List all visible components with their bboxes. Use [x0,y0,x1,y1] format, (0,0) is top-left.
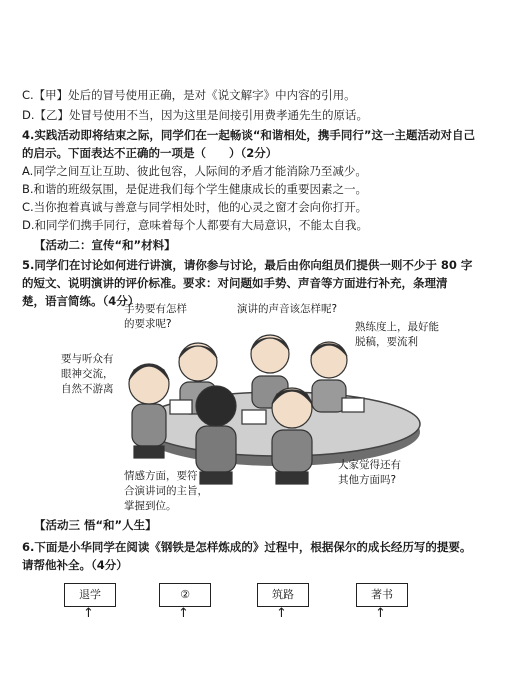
bubble-emotion: 情感方面，要符 合演讲词的主旨， 掌握到位。 [124,470,208,512]
up-arrow-icon: ↑ [276,606,287,621]
question-5-line-1: 5.同学们在讨论如何进行讲演，请你参与讨论，最后由你向组员们提供一则不少于 80 字 [22,258,473,272]
question-5-line-2: 的短文、说明演讲的评价标准。要求：对问题如手势、声音等方面进行补充，条理清 [22,276,448,290]
summary-box-3: 筑路 [257,583,309,607]
child-figure-front-right [272,388,312,484]
bubble-listener: 要与听众有 眼神交流， 自然不游离 [61,353,114,395]
question-4-option-a: A.同学之间互让互助、彼此包容，人际间的矛盾才能消除乃至减少。 [22,164,367,178]
question-6-line-2: 请帮他补全。（4分） [22,558,128,572]
bubble-other: 大家觉得还有 其他方面吗? [338,459,401,486]
option-c-line: C.【甲】处后的冒号使用正确，是对《说文解字》中内容的引用。 [22,88,356,102]
summary-box-1: 退学 [64,583,116,607]
up-arrow-icon: ↑ [178,606,189,621]
option-d-line: D.【乙】处冒号使用不当，因为这里是间接引用费孝通先生的原话。 [22,108,369,122]
question-5-line-3: 楚，语言简练。（4分） [22,294,140,308]
child-figure-left [129,364,169,458]
summary-box-4: 著书 [356,583,408,607]
up-arrow-icon: ↑ [83,606,94,621]
question-4-line-1: 4.实践活动即将结束之际，同学们在一起畅谈“和谐相处，携手同行”这一主题活动对自己 [22,128,475,142]
summary-box-2: ② [159,583,211,607]
question-6-line-1: 6.下面是小华同学在阅读《钢铁是怎样炼成的》过程中，根据保尔的成长经历写的提要。 [22,540,472,554]
up-arrow-icon: ↑ [375,606,386,621]
activity-2-heading: 【活动二：宣传“和”材料】 [34,238,176,252]
question-4-option-b: B.和谐的班级氛围，是促进我们每个学生健康成长的重要因素之一。 [22,182,368,196]
activity-3-heading: 【活动三 悟“和”人生】 [34,518,157,532]
bubble-voice: 演讲的声音该怎样呢? [237,303,338,315]
question-4-option-c: C.当你抱着真诚与善意与同学相处时，他的心灵之窗才会向你打开。 [22,200,368,214]
bubble-gesture: 手势要有怎样 的要求呢? [124,303,187,330]
question-4-option-d: D.和同学们携手同行，意味着每个人都要有大局意识，不能太自我。 [22,218,369,232]
bubble-practice: 熟练度上，最好能 脱稿，要流利 [355,321,439,348]
question-4-line-2: 的启示。下面表达不正确的一项是（ ）（2分） [22,146,278,160]
